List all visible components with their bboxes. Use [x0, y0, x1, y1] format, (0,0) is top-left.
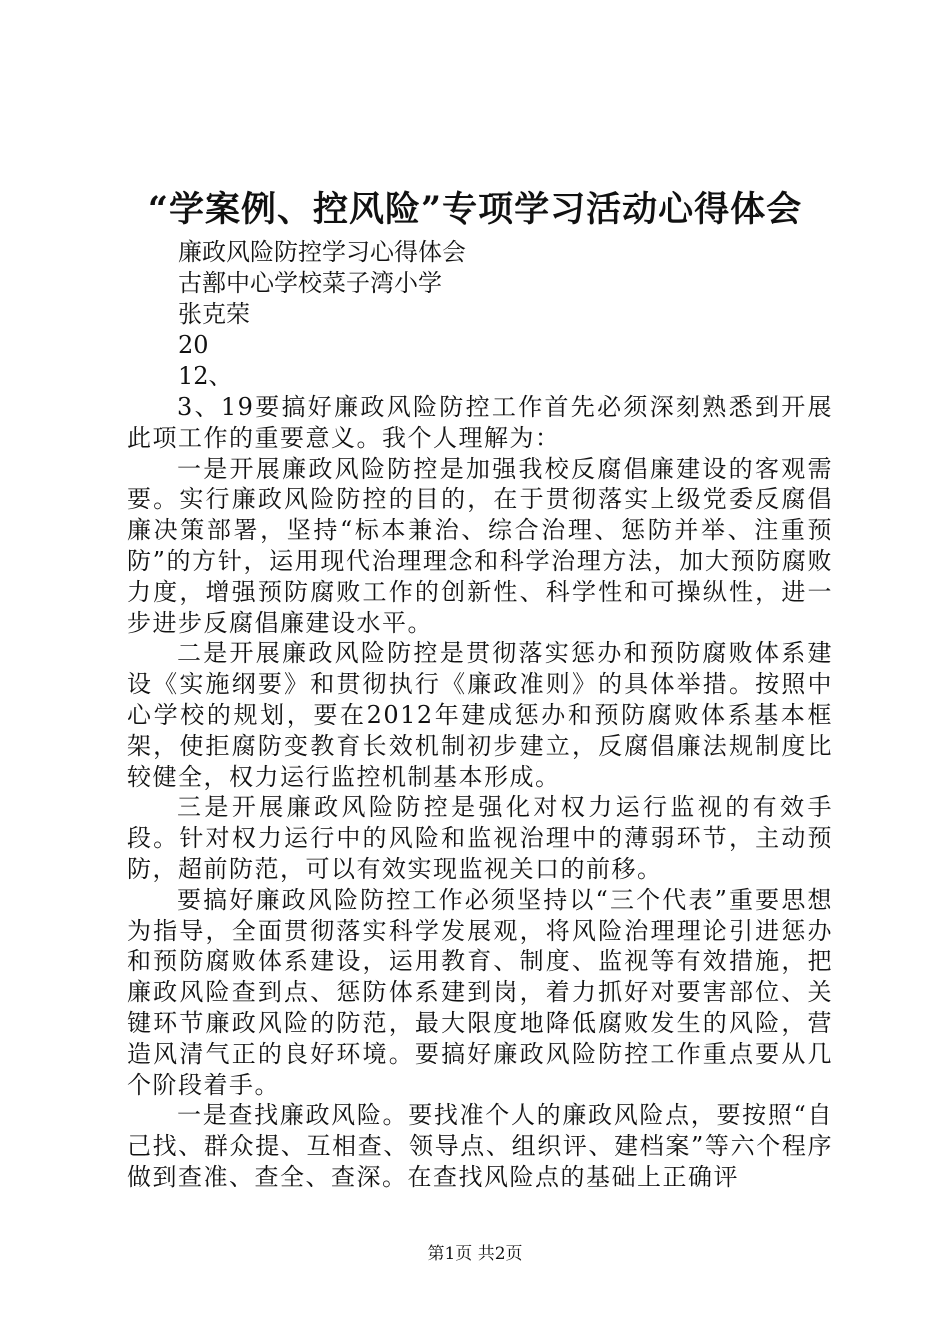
date-line-month: 12、: [178, 362, 233, 390]
body-paragraph: 三是开展廉政风险防控是强化对权力运行监视的有效手段。针对权力运行中的风险和监视治理中的薄弱环节，主动预防，超前防范，可以有效实现监视关口的前移。: [127, 793, 833, 883]
body-paragraph: 二是开展廉政风险防控是贯彻落实惩办和预防腐败体系建设《实施纲要》和贯彻执行《廉政准则》的具体举措。按照中心学校的规划，要在2012年建成惩办和预防腐败体系基本框架，使拒腐防变教育长效机制初步建立，反腐倡廉法规制度比较健全，权力运行监控机制基本形成。: [127, 639, 833, 791]
body-paragraph: 一是查找廉政风险。要找准个人的廉政风险点，要按照“自己找、群众提、互相查、领导点、组织评、建档案”等六个程序做到查准、查全、查深。在查找风险点的基础上正确评: [127, 1101, 833, 1191]
body-paragraph: 一是开展廉政风险防控是加强我校反腐倡廉建设的客观需要。实行廉政风险防控的目的，在于贯彻落实上级党委反腐倡廉决策部署，坚持“标本兼治、综合治理、惩防并举、注重预防”的方针，运用现代治理理念和科学治理方法，加大预防腐败力度，增强预防腐败工作的创新性、科学性和可操纵性，进一步进步反腐倡廉建设水平。: [127, 454, 833, 637]
body-paragraph: 3、19要搞好廉政风险防控工作首先必须深刻熟悉到开展此项工作的重要意义。我个人理解为：: [127, 393, 833, 452]
document-body: [127, 392, 833, 1193]
page-number-footer: 第1页 共2页: [427, 1244, 523, 1264]
date-line-year: 20: [178, 331, 209, 359]
document-title: “学案例、控风险”专项学习活动心得体会: [147, 189, 803, 230]
subtitle-line: 廉政风险防控学习心得体会: [178, 238, 466, 266]
body-paragraph: 要搞好廉政风险防控工作必须坚持以“三个代表”重要思想为指导，全面贯彻落实科学发展观，将风险治理理论引进惩办和预防腐败体系建设，运用教育、制度、监视等有效措施，把廉政风险查到点、惩防体系建到岗，着力抓好对要害部位、关键环节廉政风险的防范，最大限度地降低腐败发生的风险，营造风清气正的良好环境。要搞好廉政风险防控工作重点要从几个阶段着手。: [127, 885, 833, 1099]
author-line: 张克荣: [178, 300, 250, 328]
school-line: 古鄯中心学校菜子湾小学: [178, 269, 442, 297]
